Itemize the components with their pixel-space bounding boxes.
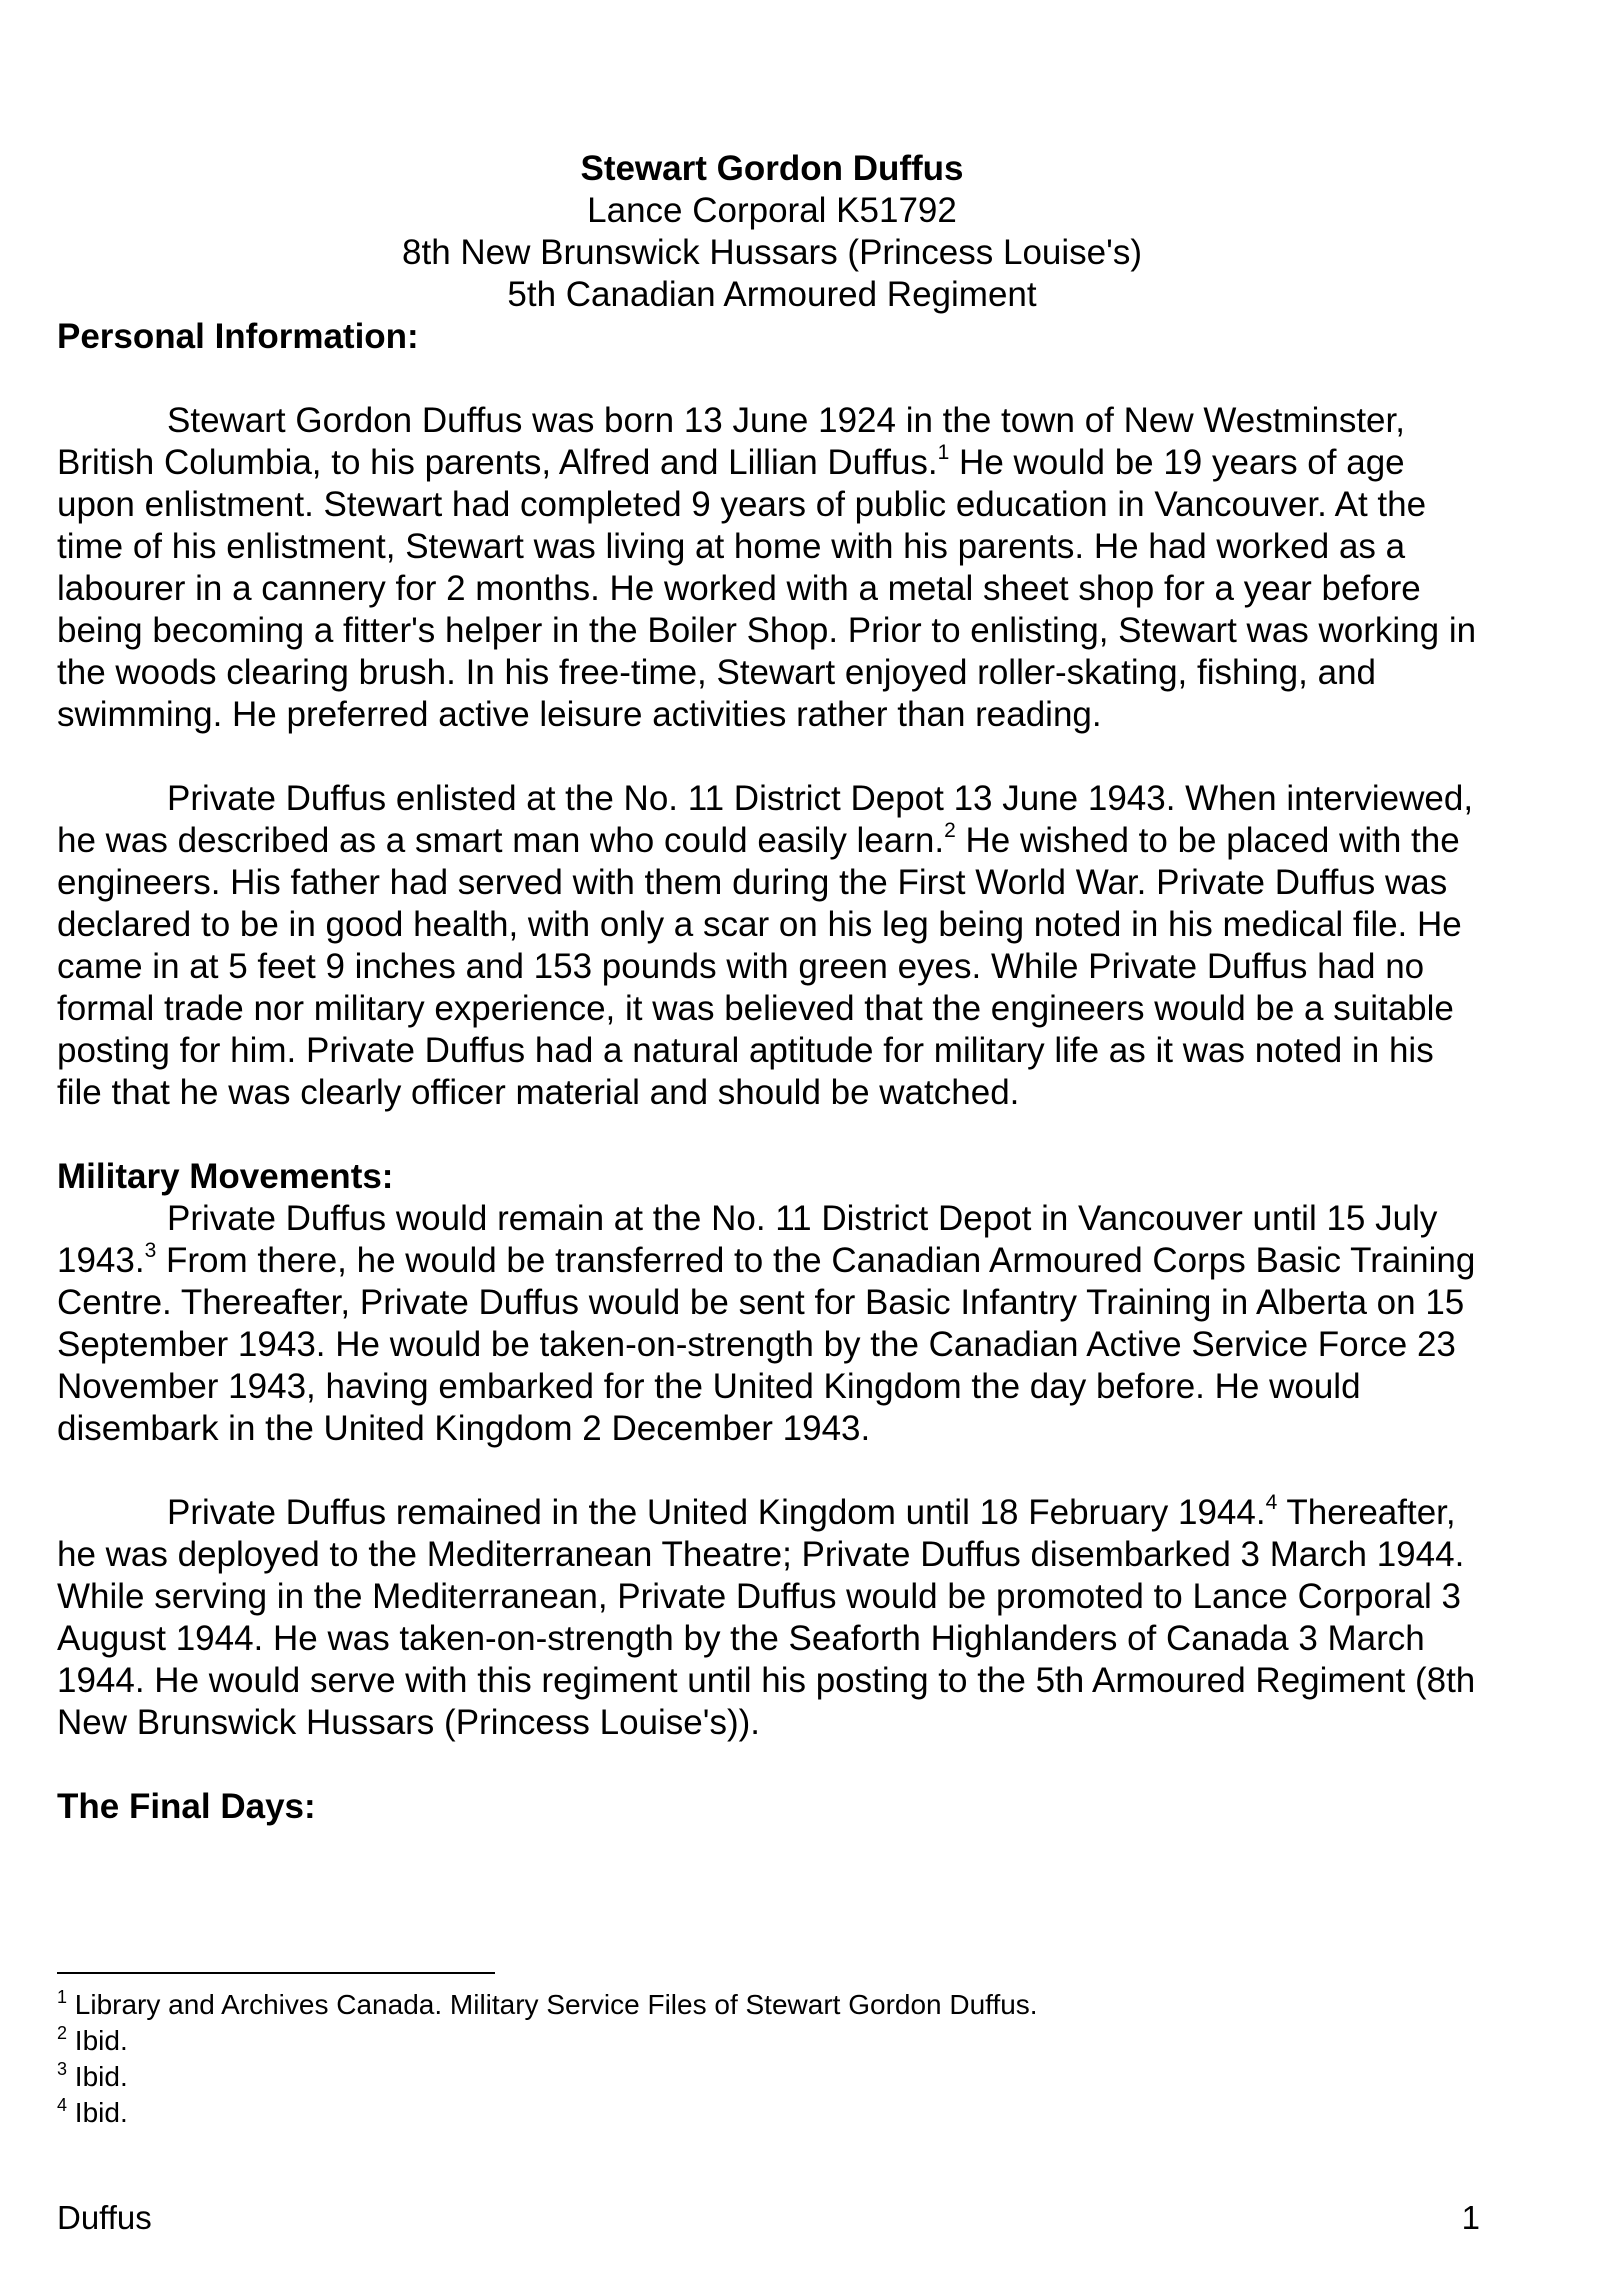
page-number: 1 <box>1461 2199 1480 2236</box>
footnote-text: Library and Archives Canada. Military Service Files of Stewart Gordon Duffus. <box>67 1989 1038 2020</box>
footnote-text: Ibid. <box>67 2025 128 2056</box>
paragraph-text: Stewart Gordon Duffus was born 13 June 1924 in the town of New Westminster, British Columbia, to his parents, Alfred and Lillian Duffus. <box>57 401 1405 482</box>
footnotes <box>57 1987 1457 2131</box>
footnote-1 <box>57 1987 1457 2023</box>
paragraph-text: Thereafter, he was deployed to the Mediterranean Theatre; Private Duffus disembarked 3 March 1944. While serving in the Mediterranean, Private Duffus would be promoted to Lance Corporal 3 August 1944. He was taken-on-strength by the Seaforth Highlanders of Canada 3 March 1944. He would serve with this regiment until his posting to the 5th Armoured Regiment (8th New Brunswick Hussars (Princess Louise's)). <box>57 1493 1476 1742</box>
page-title: Stewart Gordon Duffus <box>580 149 964 188</box>
footer-surname: Duffus <box>57 2199 152 2236</box>
paragraph-text: Private Duffus remained in the United Kingdom until 18 February 1944. <box>167 1493 1266 1532</box>
paragraph-text: Private Duffus would remain at the No. 11 District Depot in Vancouver until 15 July 1943. <box>57 1199 1438 1280</box>
paragraph-text: He would be 19 years of age upon enlistment. Stewart had completed 9 years of public education in Vancouver. At the time of his enlistment, Stewart was living at home with his parents. He had worked as a labourer in a cannery for 2 months. He worked with a metal sheet shop for a year before being becoming a fitter's helper in the Boiler Shop. Prior to enlisting, Stewart was working in the woods clearing brush. In his free-time, Stewart enjoyed roller-skating, fishing, and swimming. He preferred active leisure activities rather than reading. <box>57 443 1477 734</box>
spacer <box>57 736 1487 778</box>
paragraph-personal-1 <box>57 400 1487 736</box>
footnote-number: 4 <box>57 2094 68 2115</box>
footnote-divider <box>57 1972 495 1974</box>
section-heading-final: The Final Days: <box>57 1787 316 1826</box>
section-heading-personal: Personal Information: <box>57 317 419 356</box>
spacer <box>57 358 1487 400</box>
footnote-ref-4[interactable]: 4 <box>1265 1491 1278 1515</box>
footnote-number: 3 <box>57 2058 68 2079</box>
paragraph-text: Private Duffus enlisted at the No. 11 District Depot 13 June 1943. When interviewed, he was described as a smart man who could easily learn. <box>57 779 1474 860</box>
footnote-4 <box>57 2095 1457 2131</box>
footnote-number: 2 <box>57 2022 68 2043</box>
footnote-text: Ibid. <box>67 2061 128 2092</box>
footnote-ref-3[interactable]: 3 <box>144 1239 157 1263</box>
footnote-text: Ibid. <box>67 2097 128 2128</box>
spacer <box>57 1114 1487 1156</box>
footnote-ref-1[interactable]: 1 <box>937 441 950 465</box>
paragraph-text: From there, he would be transferred to the Canadian Armoured Corps Basic Training Centre. Thereafter, Private Duffus would be sent for Basic Infantry Training in Alberta on 15 September 1943. He would be taken-on-strength by the Canadian Active Service Force 23 November 1943, having embarked for the United Kingdom the day before. He would disembark in the United Kingdom 2 December 1943. <box>57 1241 1476 1448</box>
spacer <box>57 1744 1487 1786</box>
document-body <box>57 148 1487 1828</box>
rank-line: Lance Corporal K51792 <box>587 191 957 230</box>
footnote-ref-2[interactable]: 2 <box>944 819 956 843</box>
paragraph-personal-2 <box>57 778 1487 1114</box>
paragraph-military-1 <box>57 1198 1487 1450</box>
footnote-2 <box>57 2023 1457 2059</box>
spacer <box>57 1450 1487 1492</box>
footnote-number: 1 <box>57 1986 68 2007</box>
paragraph-text: He wished to be placed with the engineers. His father had served with them during the First World War. Private Duffus was declared to be in good health, with only a scar on his leg being noted in his medical file. He came in at 5 feet 9 inches and 153 pounds with green eyes. While Private Duffus had no formal trade nor military experience, it was believed that the engineers would be a suitable posting for him. Private Duffus had a natural aptitude for military life as it was noted in his file that he was clearly officer material and should be watched. <box>57 821 1462 1112</box>
regiment-line: 5th Canadian Armoured Regiment <box>507 275 1037 314</box>
section-heading-military: Military Movements: <box>57 1157 394 1196</box>
unit-line: 8th New Brunswick Hussars (Princess Louise's) <box>402 233 1142 272</box>
footnote-3 <box>57 2059 1457 2095</box>
paragraph-military-2 <box>57 1492 1487 1744</box>
